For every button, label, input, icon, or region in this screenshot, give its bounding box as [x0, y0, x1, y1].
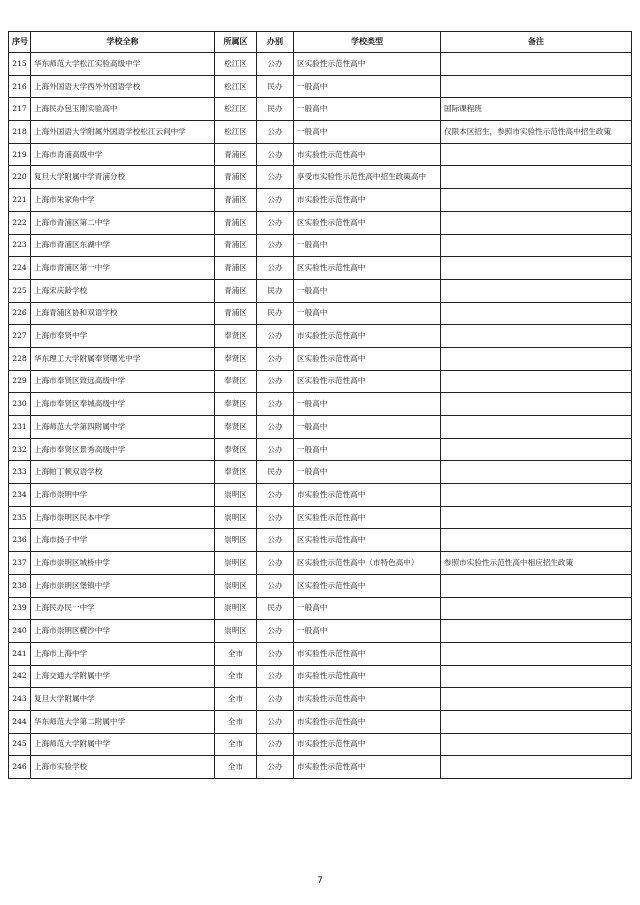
cell-school-type: 市实验性示范性高中 [294, 189, 441, 212]
cell-district: 奉贤区 [215, 461, 257, 484]
table-row [9, 552, 632, 575]
cell-school-name: 上海外国语大学西外外国语学校 [31, 75, 215, 98]
cell-school-type: 区实验性示范性高中 [294, 257, 441, 280]
table-row [9, 189, 632, 212]
cell-school-name: 上海市崇明区堡镇中学 [31, 574, 215, 597]
cell-remarks [441, 393, 632, 416]
cell-district: 崇明区 [215, 506, 257, 529]
header-school-type: 学校类型 [294, 32, 441, 53]
cell-ownership: 公办 [257, 506, 294, 529]
cell-school-type: 一般高中 [294, 438, 441, 461]
cell-school-type: 一般高中 [294, 597, 441, 620]
cell-school-type: 市实验性示范性高中 [294, 756, 441, 779]
cell-district: 松江区 [215, 121, 257, 144]
table-row [9, 756, 632, 779]
cell-remarks [441, 574, 632, 597]
cell-index: 241 [9, 642, 31, 665]
cell-ownership: 公办 [257, 370, 294, 393]
cell-index: 215 [9, 53, 31, 76]
table-row [9, 393, 632, 416]
cell-district: 全市 [215, 710, 257, 733]
cell-school-name: 上海市青浦区第二中学 [31, 211, 215, 234]
cell-remarks [441, 506, 632, 529]
cell-ownership: 公办 [257, 416, 294, 439]
table-row [9, 121, 632, 144]
cell-index: 220 [9, 166, 31, 189]
cell-remarks [441, 370, 632, 393]
cell-school-type: 区实验性示范性高中 [294, 529, 441, 552]
cell-school-name: 上海市奉贤区景秀高级中学 [31, 438, 215, 461]
cell-index: 226 [9, 302, 31, 325]
cell-ownership: 公办 [257, 189, 294, 212]
cell-school-type: 市实验性示范性高中 [294, 733, 441, 756]
cell-ownership: 民办 [257, 279, 294, 302]
table-row [9, 597, 632, 620]
cell-district: 松江区 [215, 53, 257, 76]
cell-ownership: 公办 [257, 121, 294, 144]
cell-district: 全市 [215, 688, 257, 711]
table-row [9, 484, 632, 507]
cell-ownership: 公办 [257, 733, 294, 756]
cell-school-name: 上海青浦区协和双语学校 [31, 302, 215, 325]
cell-ownership: 公办 [257, 325, 294, 348]
cell-ownership: 民办 [257, 75, 294, 98]
cell-ownership: 公办 [257, 665, 294, 688]
cell-remarks [441, 461, 632, 484]
header-index: 序号 [9, 32, 31, 53]
cell-ownership: 公办 [257, 484, 294, 507]
cell-school-name: 上海帕丁顿双语学校 [31, 461, 215, 484]
cell-ownership: 民办 [257, 597, 294, 620]
cell-district: 青浦区 [215, 166, 257, 189]
table-row [9, 234, 632, 257]
cell-school-type: 一般高中 [294, 279, 441, 302]
cell-remarks [441, 234, 632, 257]
cell-ownership: 公办 [257, 710, 294, 733]
cell-index: 229 [9, 370, 31, 393]
cell-remarks [441, 189, 632, 212]
cell-index: 236 [9, 529, 31, 552]
table-row [9, 211, 632, 234]
cell-school-type: 市实验性示范性高中 [294, 688, 441, 711]
cell-school-type: 一般高中 [294, 416, 441, 439]
cell-district: 奉贤区 [215, 347, 257, 370]
cell-district: 全市 [215, 665, 257, 688]
cell-school-type: 区实验性示范性高中 [294, 347, 441, 370]
cell-index: 235 [9, 506, 31, 529]
cell-ownership: 公办 [257, 393, 294, 416]
table-row [9, 302, 632, 325]
table-row [9, 325, 632, 348]
table-row [9, 733, 632, 756]
cell-school-name: 复旦大学附属中学 [31, 688, 215, 711]
cell-school-type: 区实验性示范性高中 [294, 574, 441, 597]
cell-school-name: 上海交通大学附属中学 [31, 665, 215, 688]
cell-district: 青浦区 [215, 302, 257, 325]
cell-ownership: 民办 [257, 302, 294, 325]
cell-district: 全市 [215, 756, 257, 779]
cell-index: 216 [9, 75, 31, 98]
table-row [9, 75, 632, 98]
cell-school-type: 市实验性示范性高中 [294, 710, 441, 733]
table-row [9, 688, 632, 711]
cell-district: 崇明区 [215, 574, 257, 597]
cell-index: 227 [9, 325, 31, 348]
cell-ownership: 公办 [257, 234, 294, 257]
table-row [9, 642, 632, 665]
table-row [9, 710, 632, 733]
cell-school-type: 一般高中 [294, 98, 441, 121]
cell-remarks [441, 347, 632, 370]
cell-school-name: 上海市崇明区民本中学 [31, 506, 215, 529]
cell-remarks [441, 733, 632, 756]
table-row [9, 574, 632, 597]
cell-remarks [441, 756, 632, 779]
cell-school-name: 上海市扬子中学 [31, 529, 215, 552]
cell-school-type: 一般高中 [294, 393, 441, 416]
cell-remarks [441, 688, 632, 711]
table-row [9, 416, 632, 439]
cell-index: 238 [9, 574, 31, 597]
cell-ownership: 公办 [257, 438, 294, 461]
cell-school-type: 市实验性示范性高中 [294, 665, 441, 688]
cell-ownership: 公办 [257, 166, 294, 189]
cell-school-type: 市实验性示范性高中 [294, 642, 441, 665]
cell-school-name: 上海市奉贤区奉城高级中学 [31, 393, 215, 416]
cell-remarks [441, 325, 632, 348]
cell-index: 223 [9, 234, 31, 257]
table-row [9, 347, 632, 370]
cell-index: 231 [9, 416, 31, 439]
cell-index: 240 [9, 620, 31, 643]
cell-school-type: 享受市实验性示范性高中招生政策高中 [294, 166, 441, 189]
cell-index: 224 [9, 257, 31, 280]
cell-district: 崇明区 [215, 620, 257, 643]
cell-school-name: 上海市青浦区东湖中学 [31, 234, 215, 257]
cell-ownership: 公办 [257, 620, 294, 643]
cell-school-name: 上海市青浦区第一中学 [31, 257, 215, 280]
cell-index: 242 [9, 665, 31, 688]
page-number: 7 [317, 876, 323, 886]
cell-district: 全市 [215, 733, 257, 756]
cell-remarks [441, 211, 632, 234]
cell-school-name: 上海市上海中学 [31, 642, 215, 665]
cell-school-name: 上海民办民一中学 [31, 597, 215, 620]
cell-ownership: 公办 [257, 529, 294, 552]
cell-remarks [441, 257, 632, 280]
cell-index: 243 [9, 688, 31, 711]
cell-index: 246 [9, 756, 31, 779]
cell-index: 232 [9, 438, 31, 461]
cell-school-name: 上海师范大学附属中学 [31, 733, 215, 756]
cell-remarks [441, 484, 632, 507]
cell-district: 全市 [215, 642, 257, 665]
cell-school-name: 上海民办包玉刚实验高中 [31, 98, 215, 121]
cell-remarks [441, 665, 632, 688]
cell-school-type: 市实验性示范性高中 [294, 484, 441, 507]
cell-school-name: 华东理工大学附属奉贤曙光中学 [31, 347, 215, 370]
cell-school-type: 市实验性示范性高中 [294, 325, 441, 348]
table-row [9, 370, 632, 393]
cell-remarks [441, 597, 632, 620]
cell-district: 奉贤区 [215, 438, 257, 461]
cell-ownership: 公办 [257, 211, 294, 234]
cell-district: 奉贤区 [215, 370, 257, 393]
cell-district: 奉贤区 [215, 416, 257, 439]
table-body [9, 53, 632, 779]
cell-district: 崇明区 [215, 484, 257, 507]
cell-remarks [441, 279, 632, 302]
table-row [9, 53, 632, 76]
cell-ownership: 公办 [257, 347, 294, 370]
cell-ownership: 公办 [257, 688, 294, 711]
table-row [9, 461, 632, 484]
cell-school-type: 区实验性示范性高中 [294, 53, 441, 76]
cell-index: 245 [9, 733, 31, 756]
table-row [9, 665, 632, 688]
cell-school-type: 市实验性示范性高中 [294, 143, 441, 166]
cell-remarks [441, 642, 632, 665]
table-row [9, 620, 632, 643]
cell-school-name: 上海市奉贤区致远高级中学 [31, 370, 215, 393]
cell-ownership: 公办 [257, 642, 294, 665]
cell-school-type: 一般高中 [294, 461, 441, 484]
cell-school-name: 华东师范大学第二附属中学 [31, 710, 215, 733]
cell-school-type: 一般高中 [294, 234, 441, 257]
cell-index: 228 [9, 347, 31, 370]
cell-remarks [441, 620, 632, 643]
cell-district: 奉贤区 [215, 393, 257, 416]
cell-remarks: 参照市实验性示范性高中相应招生政策 [441, 552, 632, 575]
cell-remarks [441, 53, 632, 76]
cell-school-type: 一般高中 [294, 302, 441, 325]
table-row [9, 438, 632, 461]
cell-district: 崇明区 [215, 552, 257, 575]
cell-school-name: 上海市崇明区城桥中学 [31, 552, 215, 575]
cell-ownership: 公办 [257, 552, 294, 575]
cell-school-name: 华东师范大学松江实验高级中学 [31, 53, 215, 76]
cell-school-name: 上海市奉贤中学 [31, 325, 215, 348]
cell-district: 崇明区 [215, 597, 257, 620]
table-row [9, 143, 632, 166]
cell-ownership: 公办 [257, 574, 294, 597]
cell-school-name: 上海市崇明区横沙中学 [31, 620, 215, 643]
table-row [9, 506, 632, 529]
header-remarks: 备注 [441, 32, 632, 53]
table-row [9, 279, 632, 302]
cell-district: 青浦区 [215, 189, 257, 212]
cell-district: 青浦区 [215, 143, 257, 166]
cell-index: 239 [9, 597, 31, 620]
cell-school-type: 区实验性示范性高中 [294, 211, 441, 234]
table-row [9, 98, 632, 121]
cell-school-name: 上海市实验学校 [31, 756, 215, 779]
cell-remarks [441, 166, 632, 189]
table-header-row [9, 32, 632, 53]
cell-school-type: 一般高中 [294, 620, 441, 643]
cell-index: 219 [9, 143, 31, 166]
cell-district: 青浦区 [215, 211, 257, 234]
cell-school-name: 上海市青浦高级中学 [31, 143, 215, 166]
cell-school-name: 复旦大学附属中学青浦分校 [31, 166, 215, 189]
cell-ownership: 民办 [257, 98, 294, 121]
cell-remarks [441, 529, 632, 552]
cell-index: 230 [9, 393, 31, 416]
cell-school-name: 上海市崇明中学 [31, 484, 215, 507]
header-ownership: 办别 [257, 32, 294, 53]
cell-remarks [441, 416, 632, 439]
cell-remarks [441, 143, 632, 166]
cell-index: 217 [9, 98, 31, 121]
cell-school-name: 上海外国语大学附属外国语学校松江云间中学 [31, 121, 215, 144]
table-row [9, 529, 632, 552]
cell-ownership: 公办 [257, 756, 294, 779]
cell-school-type: 一般高中 [294, 75, 441, 98]
cell-ownership: 公办 [257, 257, 294, 280]
cell-district: 青浦区 [215, 279, 257, 302]
cell-remarks [441, 302, 632, 325]
cell-district: 松江区 [215, 75, 257, 98]
header-school-name: 学校全称 [31, 32, 215, 53]
table-row [9, 166, 632, 189]
table-row [9, 257, 632, 280]
cell-school-type: 一般高中 [294, 121, 441, 144]
cell-school-name: 上海宋庆龄学校 [31, 279, 215, 302]
cell-index: 234 [9, 484, 31, 507]
cell-index: 218 [9, 121, 31, 144]
cell-district: 奉贤区 [215, 325, 257, 348]
cell-index: 221 [9, 189, 31, 212]
cell-ownership: 公办 [257, 143, 294, 166]
cell-school-name: 上海市朱家角中学 [31, 189, 215, 212]
cell-remarks: 国际课程班 [441, 98, 632, 121]
cell-index: 225 [9, 279, 31, 302]
header-district: 所属区 [215, 32, 257, 53]
cell-remarks [441, 75, 632, 98]
cell-school-name: 上海师范大学第四附属中学 [31, 416, 215, 439]
cell-remarks [441, 710, 632, 733]
cell-remarks [441, 438, 632, 461]
cell-school-type: 区实验性示范性高中 [294, 506, 441, 529]
cell-index: 233 [9, 461, 31, 484]
cell-district: 崇明区 [215, 529, 257, 552]
cell-index: 244 [9, 710, 31, 733]
cell-ownership: 公办 [257, 53, 294, 76]
cell-ownership: 民办 [257, 461, 294, 484]
cell-index: 237 [9, 552, 31, 575]
school-list-table [8, 31, 632, 779]
cell-school-type: 区实验性示范性高中（市特色高中） [294, 552, 441, 575]
cell-remarks: 仅限本区招生，参照市实验性示范性高中招生政策 [441, 121, 632, 144]
cell-district: 松江区 [215, 98, 257, 121]
cell-district: 青浦区 [215, 234, 257, 257]
cell-school-type: 区实验性示范性高中 [294, 370, 441, 393]
cell-index: 222 [9, 211, 31, 234]
cell-district: 青浦区 [215, 257, 257, 280]
